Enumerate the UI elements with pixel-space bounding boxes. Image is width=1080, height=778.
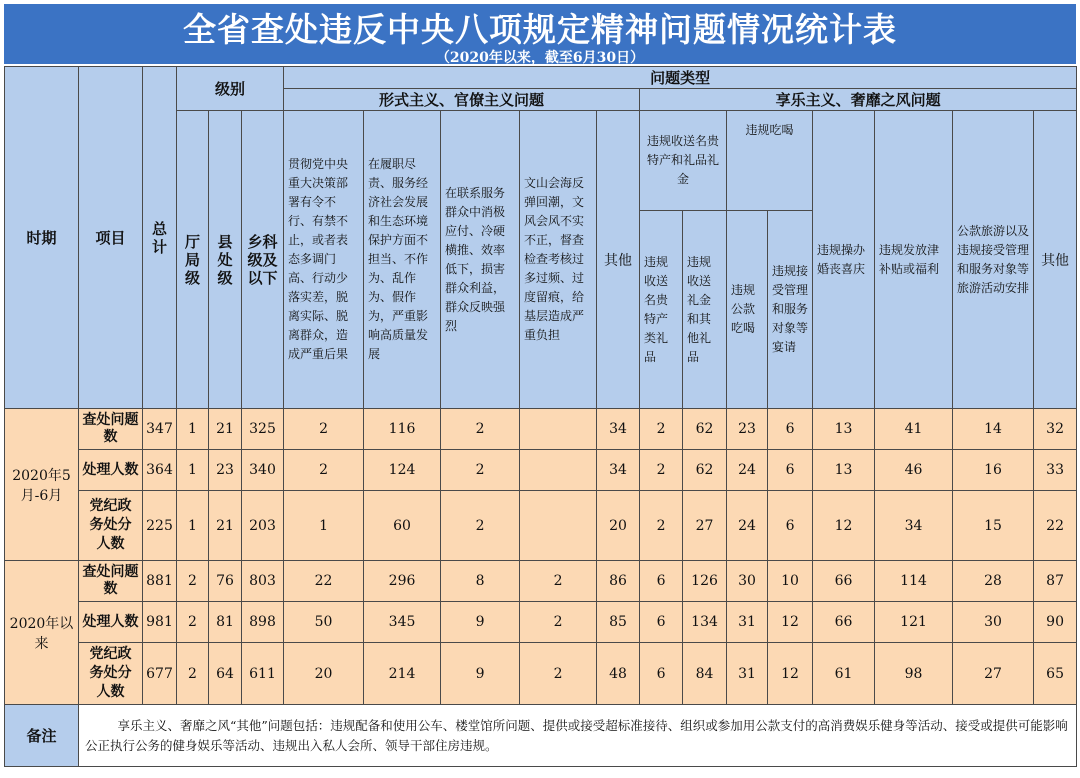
header-hedonism-other: 其他 <box>1034 111 1077 409</box>
cell: 2 <box>520 602 597 643</box>
cell: 1 <box>177 409 209 450</box>
cell: 27 <box>683 491 727 561</box>
cell <box>520 409 597 450</box>
cell: 114 <box>875 561 953 602</box>
cell: 10 <box>768 561 813 602</box>
header-item: 项目 <box>79 67 143 409</box>
period-label: 2020年以来 <box>5 561 79 705</box>
cell: 225 <box>143 491 177 561</box>
header-formalism: 形式主义、官僚主义问题 <box>284 89 640 111</box>
cell: 12 <box>768 643 813 705</box>
cell: 2 <box>284 409 364 450</box>
cell: 134 <box>683 602 727 643</box>
cell <box>520 491 597 561</box>
cell: 1 <box>284 491 364 561</box>
cell: 2 <box>177 643 209 705</box>
cell: 66 <box>813 561 875 602</box>
table-row <box>5 643 1077 705</box>
cell: 6 <box>768 409 813 450</box>
cell: 28 <box>953 561 1034 602</box>
table-row <box>5 602 1077 643</box>
header-wedding: 违规操办婚丧喜庆 <box>813 111 875 409</box>
note-text: 享乐主义、奢靡之风“其他”问题包括：违规配备和使用公车、楼堂馆所问题、提供或接受超标准接待、组织或参加用公款支付的高消费娱乐健身等活动、接受或提供可能影响公正执行公务的健身娱乐等活动、违规出入私人会所、领导干部住房违规。 <box>79 705 1077 767</box>
cell: 84 <box>683 643 727 705</box>
cell: 203 <box>242 491 284 561</box>
cell: 126 <box>683 561 727 602</box>
row-item: 处理人数 <box>79 602 143 643</box>
cell: 6 <box>640 561 683 602</box>
cell: 85 <box>597 602 640 643</box>
cell: 60 <box>364 491 441 561</box>
cell: 24 <box>727 491 768 561</box>
cell: 23 <box>209 450 242 491</box>
row-item: 处理人数 <box>79 450 143 491</box>
cell: 81 <box>209 602 242 643</box>
cell: 87 <box>1034 561 1077 602</box>
cell: 21 <box>209 491 242 561</box>
cell: 32 <box>1034 409 1077 450</box>
cell: 340 <box>242 450 284 491</box>
cell: 65 <box>1034 643 1077 705</box>
cell: 2 <box>640 409 683 450</box>
header-subsidy: 违规发放津补贴或福利 <box>875 111 953 409</box>
page-subtitle: （2020年以来，截至6月30日） <box>435 50 645 66</box>
cell: 20 <box>284 643 364 705</box>
cell: 2 <box>177 602 209 643</box>
cell: 50 <box>284 602 364 643</box>
cell: 12 <box>768 602 813 643</box>
cell: 62 <box>683 409 727 450</box>
cell: 2 <box>640 491 683 561</box>
row-item: 查处问题数 <box>79 561 143 602</box>
cell: 23 <box>727 409 768 450</box>
title-band <box>4 4 1076 64</box>
header-gift-group: 违规收送名贵特产和礼品礼金 <box>640 111 727 211</box>
cell: 33 <box>1034 450 1077 491</box>
cell: 124 <box>364 450 441 491</box>
cell: 41 <box>875 409 953 450</box>
cell: 34 <box>597 409 640 450</box>
table-row <box>5 491 1077 561</box>
header-travel: 公款旅游以及违规接受管理和服务对象等旅游活动安排 <box>953 111 1034 409</box>
header-eat-2: 违规接受管理和服务对象等宴请 <box>768 211 813 409</box>
page-title: 全省查处违反中央八项规定精神问题情况统计表 <box>183 10 897 49</box>
cell: 98 <box>875 643 953 705</box>
header-formalism-other: 其他 <box>597 111 640 409</box>
cell: 31 <box>727 602 768 643</box>
cell: 2 <box>177 561 209 602</box>
row-item: 查处问题数 <box>79 409 143 450</box>
cell: 13 <box>813 409 875 450</box>
cell: 27 <box>953 643 1034 705</box>
cell: 13 <box>813 450 875 491</box>
cell: 296 <box>364 561 441 602</box>
cell: 34 <box>875 491 953 561</box>
header-eat-1: 违规公款吃喝 <box>727 211 768 409</box>
header-level-xiang: 乡科级及以下 <box>242 111 284 409</box>
header-eat-group: 违规吃喝 <box>727 111 813 211</box>
cell: 364 <box>143 450 177 491</box>
header-hedonism: 享乐主义、奢靡之风问题 <box>640 89 1077 111</box>
cell <box>520 450 597 491</box>
header-level-xian: 县处级 <box>209 111 242 409</box>
cell: 76 <box>209 561 242 602</box>
cell: 345 <box>364 602 441 643</box>
note-row <box>5 705 1077 767</box>
cell: 2 <box>520 643 597 705</box>
table-row <box>5 561 1077 602</box>
cell: 121 <box>875 602 953 643</box>
header-level: 级别 <box>177 67 284 111</box>
cell: 66 <box>813 602 875 643</box>
header-level-ting: 厅局级 <box>177 111 209 409</box>
cell: 20 <box>597 491 640 561</box>
cell: 14 <box>953 409 1034 450</box>
cell: 64 <box>209 643 242 705</box>
table-row <box>5 409 1077 450</box>
cell: 22 <box>284 561 364 602</box>
cell: 6 <box>768 450 813 491</box>
cell: 61 <box>813 643 875 705</box>
header-gift-2: 违规收送礼金和其他礼品 <box>683 211 727 409</box>
cell: 24 <box>727 450 768 491</box>
row-item: 党纪政务处分人数 <box>79 491 143 561</box>
cell: 611 <box>242 643 284 705</box>
header-period: 时期 <box>5 67 79 409</box>
note-label: 备注 <box>5 705 79 767</box>
cell: 21 <box>209 409 242 450</box>
header-formalism-4: 文山会海反弹回潮，文风会风不实不正，督查检查考核过多过频、过度留痕，给基层造成严重负担 <box>520 111 597 409</box>
cell: 6 <box>768 491 813 561</box>
cell: 881 <box>143 561 177 602</box>
statistics-table <box>4 66 1077 767</box>
cell: 8 <box>441 561 520 602</box>
cell: 2 <box>441 409 520 450</box>
cell: 1 <box>177 450 209 491</box>
cell: 15 <box>953 491 1034 561</box>
cell: 62 <box>683 450 727 491</box>
cell: 2 <box>441 491 520 561</box>
cell: 347 <box>143 409 177 450</box>
cell: 214 <box>364 643 441 705</box>
cell: 48 <box>597 643 640 705</box>
cell: 981 <box>143 602 177 643</box>
cell: 677 <box>143 643 177 705</box>
cell: 9 <box>441 643 520 705</box>
cell: 22 <box>1034 491 1077 561</box>
header-formalism-1: 贯彻党中央重大决策部署有令不行、有禁不止，或者表态多调门高、行动少落实差，脱离实际、脱离群众，造成严重后果 <box>284 111 364 409</box>
header-formalism-3: 在联系服务群众中消极应付、冷硬横推、效率低下，损害群众利益，群众反映强烈 <box>441 111 520 409</box>
cell: 6 <box>640 602 683 643</box>
cell: 34 <box>597 450 640 491</box>
cell: 30 <box>953 602 1034 643</box>
cell: 2 <box>441 450 520 491</box>
period-label: 2020年5月-6月 <box>5 409 79 561</box>
cell: 898 <box>242 602 284 643</box>
cell: 2 <box>284 450 364 491</box>
header-formalism-2: 在履职尽责、服务经济社会发展和生态环境保护方面不担当、不作为、乱作为、假作为，严重影响高质量发展 <box>364 111 441 409</box>
table-row <box>5 450 1077 491</box>
cell: 1 <box>177 491 209 561</box>
cell: 2 <box>520 561 597 602</box>
header-total: 总计 <box>143 67 177 409</box>
cell: 116 <box>364 409 441 450</box>
cell: 90 <box>1034 602 1077 643</box>
cell: 46 <box>875 450 953 491</box>
cell: 16 <box>953 450 1034 491</box>
header-problem-type: 问题类型 <box>284 67 1077 89</box>
cell: 31 <box>727 643 768 705</box>
cell: 9 <box>441 602 520 643</box>
cell: 86 <box>597 561 640 602</box>
cell: 30 <box>727 561 768 602</box>
cell: 6 <box>640 643 683 705</box>
cell: 12 <box>813 491 875 561</box>
row-item: 党纪政务处分人数 <box>79 643 143 705</box>
cell: 2 <box>640 450 683 491</box>
cell: 803 <box>242 561 284 602</box>
cell: 325 <box>242 409 284 450</box>
header-gift-1: 违规收送名贵特产类礼品 <box>640 211 683 409</box>
